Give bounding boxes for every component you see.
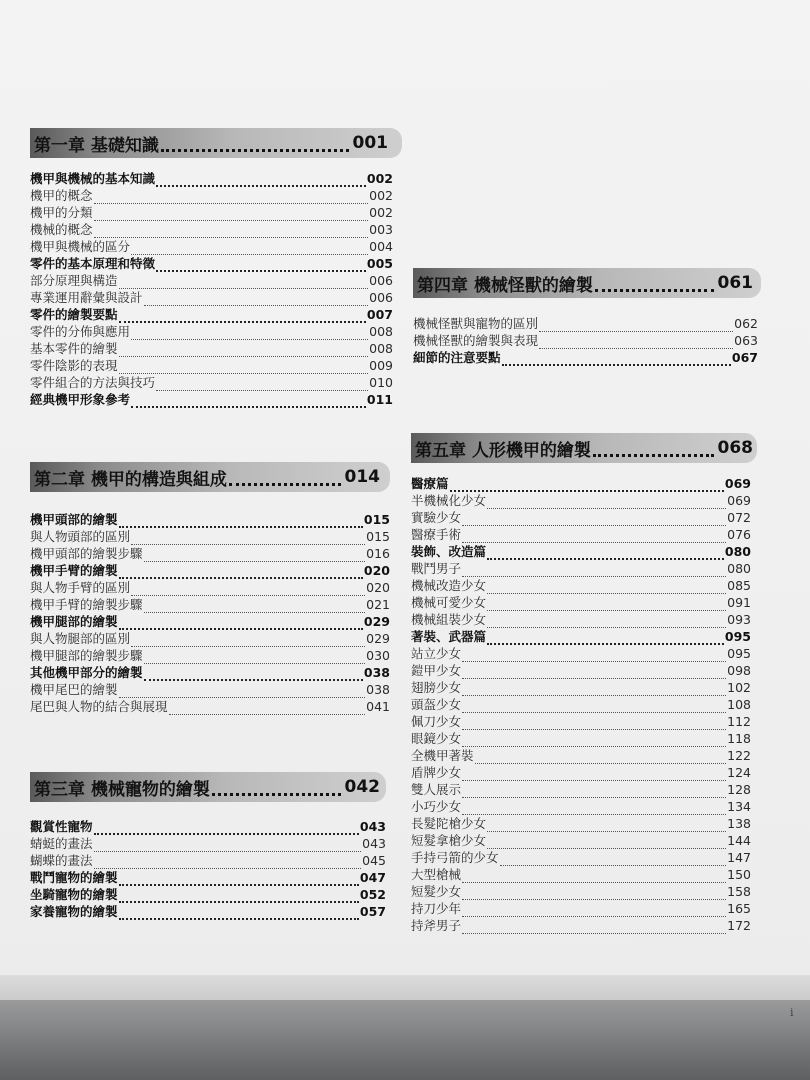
toc-entry-title: 機械的概念: [30, 222, 93, 237]
toc-entry-page: 098: [727, 663, 751, 678]
toc-entry-page: 029: [366, 631, 390, 646]
toc-entry: [30, 596, 390, 613]
toc-leader-dots: [487, 631, 724, 645]
toc-entry: [411, 560, 751, 577]
toc-entry-page: 045: [362, 853, 386, 868]
toc-entry-title: 部分原理與構造: [30, 273, 118, 288]
toc-entry-title: 與人物頭部的區別: [30, 529, 131, 544]
toc-entry-title: 蜻蜓的畫法: [30, 836, 93, 851]
toc-entry-title: 零件的基本原理和特徵: [30, 256, 156, 271]
toc-entry-title: 機械可愛少女: [411, 595, 487, 610]
toc-leader-dots: [450, 478, 724, 492]
toc-entry: [411, 866, 751, 883]
toc-leader-dots: [462, 870, 726, 883]
toc-entry: [30, 323, 393, 340]
toc-leader-dots: [462, 666, 726, 679]
toc-leader-dots: [144, 549, 366, 562]
toc-entry-title: 機甲頭部的繪製步驟: [30, 546, 143, 561]
chapter-title: 第五章 人形機甲的繪製: [415, 440, 591, 461]
toc-leader-dots: [487, 496, 726, 509]
toc-leader-dots: [169, 702, 366, 715]
toc-leader-dots: [131, 532, 365, 545]
toc-entry-page: 095: [724, 629, 751, 644]
toc-entry: [30, 647, 390, 664]
toc-leader-dots: [131, 327, 368, 340]
toc-entry-title: 機甲腿部的繪製: [30, 614, 118, 629]
toc-entry-page: 052: [359, 887, 386, 902]
toc-leader-dots: [462, 768, 726, 781]
toc-entry-page: 011: [366, 392, 393, 407]
toc-leader-dots: [462, 887, 726, 900]
toc-entry-page: 004: [369, 239, 393, 254]
chapter-4-heading: [413, 268, 761, 298]
toc-leader-dots: [119, 906, 359, 920]
toc-leader-dots: [94, 856, 362, 869]
toc-entry-page: 108: [727, 697, 751, 712]
toc-entry-title: 鎧甲少女: [411, 663, 462, 678]
toc-leader-dots: [462, 649, 726, 662]
toc-entry-page: 006: [369, 290, 393, 305]
toc-entry-title: 機甲手臂的繪製步驟: [30, 597, 143, 612]
chapter-4-section: [413, 268, 758, 366]
toc-entry: [30, 818, 386, 835]
toc-entry-title: 機甲與機械的基本知識: [30, 171, 156, 186]
toc-entry-page: 138: [727, 816, 751, 831]
toc-leader-dots: [119, 889, 359, 903]
chapter-page: 014: [344, 467, 380, 487]
toc-entry-title: 零件組合的方法與技巧: [30, 375, 156, 390]
chapter-title: 第一章 基礎知識: [34, 135, 159, 156]
chapter-2-entries: [30, 511, 390, 715]
toc-entry-title: 家養寵物的繪製: [30, 904, 118, 919]
toc-entry-title: 零件陰影的表現: [30, 358, 118, 373]
chapter-5-heading: [411, 433, 757, 463]
toc-leader-dots: [94, 839, 362, 852]
toc-leader-dots: [487, 546, 724, 560]
toc-leader-dots: [462, 513, 726, 526]
toc-entry-title: 機甲尾巴的繪製: [30, 682, 118, 697]
toc-entry: [411, 747, 751, 764]
chapter-page: 068: [717, 438, 753, 458]
toc-leader-dots: [119, 685, 366, 698]
toc-entry-page: 112: [727, 714, 751, 729]
toc-entry-page: 030: [366, 648, 390, 663]
toc-leader-dots: [94, 191, 369, 204]
toc-entry-page: 067: [731, 350, 758, 365]
toc-entry-title: 經典機甲形象參考: [30, 392, 131, 407]
toc-entry-title: 裝飾、改造篇: [411, 544, 487, 559]
chapter-page: 061: [717, 273, 753, 293]
toc-entry: [411, 696, 751, 713]
toc-entry-title: 翅膀少女: [411, 680, 462, 695]
toc-entry: [411, 798, 751, 815]
toc-entry-page: 005: [366, 256, 393, 271]
toc-entry-title: 頭盔少女: [411, 697, 462, 712]
toc-leader-dots: [131, 634, 365, 647]
toc-entry-title: 短髮拿槍少女: [411, 833, 487, 848]
chapter-title: 第四章 機械怪獸的繪製: [417, 275, 593, 296]
toc-entry-title: 大型槍械: [411, 867, 462, 882]
toc-entry: [30, 306, 393, 323]
chapter-1-heading: [30, 128, 402, 158]
toc-leader-dots: [487, 819, 726, 832]
toc-entry: [30, 374, 393, 391]
toc-entry-page: 006: [369, 273, 393, 288]
toc-entry-page: 128: [727, 782, 751, 797]
toc-entry: [411, 832, 751, 849]
toc-entry-page: 158: [727, 884, 751, 899]
toc-entry-title: 站立少女: [411, 646, 462, 661]
toc-entry: [30, 255, 393, 272]
toc-entry-page: 021: [366, 597, 390, 612]
toc-entry-page: 029: [363, 614, 390, 629]
toc-entry-page: 007: [366, 307, 393, 322]
chapter-3-entries: [30, 818, 386, 920]
toc-entry-page: 072: [727, 510, 751, 525]
toc-leader-dots: [462, 530, 726, 543]
toc-entry-title: 長髮陀槍少女: [411, 816, 487, 831]
toc-entry-title: 眼鏡少女: [411, 731, 462, 746]
toc-entry: [30, 545, 390, 562]
toc-leader-dots: [156, 378, 368, 391]
toc-entry-page: 043: [359, 819, 386, 834]
toc-entry-page: 091: [727, 595, 751, 610]
toc-entry-title: 坐騎寵物的繪製: [30, 887, 118, 902]
toc-entry-title: 機械怪獸與寵物的區別: [413, 316, 539, 331]
toc-entry-page: 062: [734, 316, 758, 331]
toc-entry-title: 機甲的概念: [30, 188, 93, 203]
toc-entry: [413, 349, 758, 366]
toc-entry: [30, 289, 393, 306]
toc-entry-title: 半機械化少女: [411, 493, 487, 508]
toc-entry-title: 短髮少女: [411, 884, 462, 899]
toc-leader-dots: [156, 258, 366, 272]
toc-entry-title: 佩刀少女: [411, 714, 462, 729]
toc-entry: [30, 886, 386, 903]
toc-entry-title: 手持弓箭的少女: [411, 850, 499, 865]
toc-entry: [30, 664, 390, 681]
toc-entry-title: 持斧男子: [411, 918, 462, 933]
toc-entry: [411, 611, 751, 628]
heading-leader: [593, 440, 714, 457]
toc-entry: [411, 526, 751, 543]
toc-entry: [30, 511, 390, 528]
toc-entry: [411, 781, 751, 798]
toc-entry: [411, 492, 751, 509]
toc-entry-page: 069: [727, 493, 751, 508]
toc-leader-dots: [462, 802, 726, 815]
chapter-3-heading: [30, 772, 386, 802]
toc-entry: [411, 645, 751, 662]
toc-entry: [30, 903, 386, 920]
toc-entry-title: 尾巴與人物的結合與展現: [30, 699, 168, 714]
heading-leader: [595, 275, 714, 292]
toc-entry: [411, 543, 751, 560]
toc-entry-title: 盾牌少女: [411, 765, 462, 780]
toc-entry: [30, 391, 393, 408]
toc-entry-title: 機甲頭部的繪製: [30, 512, 118, 527]
toc-entry-page: 043: [362, 836, 386, 851]
chapter-5-section: [411, 433, 751, 934]
toc-leader-dots: [94, 821, 359, 835]
toc-entry: [30, 340, 393, 357]
toc-entry-page: 008: [369, 324, 393, 339]
roman-page-number: i: [790, 1006, 794, 1019]
toc-entry-title: 與人物手臂的區別: [30, 580, 131, 595]
toc-entry: [30, 204, 393, 221]
toc-entry: [30, 835, 386, 852]
toc-entry-page: 016: [366, 546, 390, 561]
toc-entry-page: 008: [369, 341, 393, 356]
toc-entry-page: 150: [727, 867, 751, 882]
toc-entry: [413, 332, 758, 349]
toc-leader-dots: [131, 242, 368, 255]
toc-entry-page: 010: [369, 375, 393, 390]
chapter-5-entries: [411, 475, 751, 934]
toc-leader-dots: [119, 565, 363, 579]
toc-leader-dots: [487, 836, 726, 849]
toc-leader-dots: [144, 667, 363, 681]
toc-entry: [30, 357, 393, 374]
toc-leader-dots: [94, 225, 369, 238]
toc-entry-title: 基本零件的繪製: [30, 341, 118, 356]
toc-leader-dots: [487, 581, 726, 594]
toc-entry-title: 全機甲著裝: [411, 748, 474, 763]
toc-entry: [411, 577, 751, 594]
toc-entry: [411, 509, 751, 526]
toc-entry-page: 038: [363, 665, 390, 680]
toc-entry: [411, 628, 751, 645]
chapter-1-entries: [30, 170, 393, 408]
toc-entry-title: 機械改造少女: [411, 578, 487, 593]
toc-entry-page: 002: [366, 171, 393, 186]
toc-leader-dots: [119, 872, 359, 886]
toc-entry-title: 觀賞性寵物: [30, 819, 93, 834]
chapter-title: 第三章 機械寵物的繪製: [34, 779, 210, 800]
toc-entry: [411, 917, 751, 934]
toc-entry-page: 102: [727, 680, 751, 695]
toc-leader-dots: [119, 309, 366, 323]
toc-entry-title: 機甲手臂的繪製: [30, 563, 118, 578]
toc-leader-dots: [119, 276, 369, 289]
toc-leader-dots: [119, 361, 369, 374]
toc-leader-dots: [119, 344, 369, 357]
chapter-3-section: [30, 772, 386, 920]
toc-entry-title: 醫療篇: [411, 476, 449, 491]
toc-leader-dots: [487, 615, 726, 628]
toc-entry: [411, 815, 751, 832]
heading-leader: [161, 135, 349, 152]
floor-background: [0, 1000, 810, 1080]
toc-entry-title: 細節的注意要點: [413, 350, 501, 365]
toc-entry: [411, 883, 751, 900]
toc-leader-dots: [462, 717, 726, 730]
toc-entry-title: 戰鬥男子: [411, 561, 462, 576]
toc-entry-title: 機甲與機械的區分: [30, 239, 131, 254]
chapter-page: 042: [344, 777, 380, 797]
toc-leader-dots: [462, 921, 726, 934]
toc-entry-page: 002: [369, 205, 393, 220]
toc-entry: [411, 849, 751, 866]
toc-entry: [411, 764, 751, 781]
toc-entry-page: 002: [369, 188, 393, 203]
toc-leader-dots: [539, 319, 733, 332]
toc-leader-dots: [131, 583, 365, 596]
toc-entry-page: 085: [727, 578, 751, 593]
toc-entry: [411, 730, 751, 747]
chapter-title: 第二章 機甲的構造與組成: [34, 469, 227, 490]
toc-entry: [411, 900, 751, 917]
toc-entry-title: 零件的分佈與應用: [30, 324, 131, 339]
toc-entry: [30, 272, 393, 289]
toc-leader-dots: [462, 734, 726, 747]
toc-entry-page: 124: [727, 765, 751, 780]
toc-entry-page: 009: [369, 358, 393, 373]
toc-entry: [411, 713, 751, 730]
toc-entry-title: 小巧少女: [411, 799, 462, 814]
toc-leader-dots: [475, 751, 727, 764]
toc-leader-dots: [462, 683, 726, 696]
toc-entry-page: 020: [366, 580, 390, 595]
toc-entry-page: 095: [727, 646, 751, 661]
toc-entry-page: 015: [363, 512, 390, 527]
toc-entry-title: 機械組裝少女: [411, 612, 487, 627]
toc-entry-page: 165: [727, 901, 751, 916]
toc-entry: [30, 681, 390, 698]
toc-entry-page: 144: [727, 833, 751, 848]
chapter-2-section: [30, 462, 390, 715]
toc-entry: [30, 562, 390, 579]
toc-entry-page: 020: [363, 563, 390, 578]
toc-entry: [30, 187, 393, 204]
toc-entry-title: 著裝、武器篇: [411, 629, 487, 644]
toc-entry-page: 076: [727, 527, 751, 542]
toc-entry: [30, 869, 386, 886]
toc-entry-title: 與人物腿部的區別: [30, 631, 131, 646]
toc-entry-page: 080: [727, 561, 751, 576]
toc-leader-dots: [462, 700, 726, 713]
toc-entry-page: 147: [727, 850, 751, 865]
toc-entry-page: 057: [359, 904, 386, 919]
toc-entry: [30, 238, 393, 255]
toc-entry-page: 041: [366, 699, 390, 714]
chapter-1-section: [30, 128, 393, 408]
toc-leader-dots: [144, 651, 366, 664]
toc-leader-dots: [144, 600, 366, 613]
toc-entry-title: 蝴蝶的畫法: [30, 853, 93, 868]
toc-leader-dots: [462, 904, 726, 917]
toc-entry-page: 134: [727, 799, 751, 814]
toc-leader-dots: [156, 173, 366, 187]
toc-entry-title: 戰鬥寵物的繪製: [30, 870, 118, 885]
toc-entry-page: 118: [727, 731, 751, 746]
toc-entry: [30, 528, 390, 545]
toc-entry-page: 122: [727, 748, 751, 763]
toc-entry-title: 其他機甲部分的繪製: [30, 665, 143, 680]
toc-entry-page: 063: [734, 333, 758, 348]
toc-entry-title: 專業運用辭彙與設計: [30, 290, 143, 305]
toc-entry-page: 080: [724, 544, 751, 559]
toc-entry-title: 零件的繪製要點: [30, 307, 118, 322]
toc-entry-page: 015: [366, 529, 390, 544]
toc-entry-page: 093: [727, 612, 751, 627]
toc-leader-dots: [462, 785, 726, 798]
toc-leader-dots: [119, 616, 363, 630]
toc-entry-page: 038: [366, 682, 390, 697]
toc-leader-dots: [462, 564, 726, 577]
toc-entry-title: 機甲的分類: [30, 205, 93, 220]
toc-leader-dots: [502, 352, 731, 366]
toc-entry: [30, 613, 390, 630]
toc-entry: [30, 698, 390, 715]
toc-entry-title: 雙人展示: [411, 782, 462, 797]
toc-leader-dots: [131, 394, 366, 408]
toc-leader-dots: [539, 336, 733, 349]
toc-entry-title: 持刀少年: [411, 901, 462, 916]
toc-entry: [411, 662, 751, 679]
toc-entry-page: 069: [724, 476, 751, 491]
toc-entry: [411, 594, 751, 611]
toc-entry-title: 實驗少女: [411, 510, 462, 525]
chapter-page: 001: [352, 133, 388, 153]
toc-entry-title: 醫療手術: [411, 527, 462, 542]
chapter-4-entries: [413, 315, 758, 366]
toc-entry: [30, 579, 390, 596]
toc-entry: [30, 630, 390, 647]
heading-leader: [229, 469, 341, 486]
toc-leader-dots: [487, 598, 726, 611]
toc-leader-dots: [94, 208, 369, 221]
chapter-2-heading: [30, 462, 390, 492]
toc-entry: [30, 170, 393, 187]
toc-leader-dots: [144, 293, 369, 306]
toc-entry-page: 003: [369, 222, 393, 237]
toc-entry: [30, 221, 393, 238]
toc-entry: [30, 852, 386, 869]
toc-leader-dots: [119, 514, 363, 528]
toc-entry-title: 機械怪獸的繪製與表現: [413, 333, 539, 348]
toc-entry-page: 172: [727, 918, 751, 933]
toc-entry-title: 機甲腿部的繪製步驟: [30, 648, 143, 663]
toc-entry-page: 047: [359, 870, 386, 885]
toc-entry: [411, 475, 751, 492]
toc-leader-dots: [500, 853, 727, 866]
toc-entry: [411, 679, 751, 696]
toc-entry: [413, 315, 758, 332]
heading-leader: [212, 779, 341, 796]
